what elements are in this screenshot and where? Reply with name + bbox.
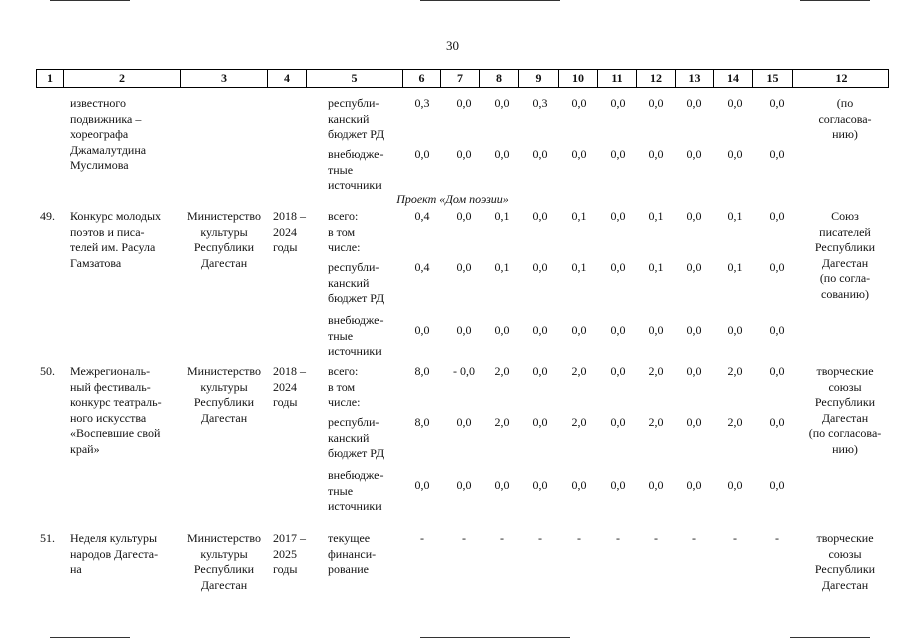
value-cell: 0,0: [610, 147, 626, 161]
value-cell: -: [654, 531, 658, 545]
project-name-line: подвижника –: [70, 111, 142, 126]
executor-line: Республики: [814, 562, 876, 576]
executor-line: творческие: [816, 531, 874, 545]
project-name-line: известного: [70, 96, 126, 110]
executor-line: согласова-: [818, 111, 872, 126]
column-header-7: 7: [441, 70, 480, 87]
column-header-8: 8: [480, 70, 519, 87]
value-cell: 0,1: [494, 260, 510, 274]
years-line: годы: [273, 240, 298, 254]
value-cell: -: [500, 531, 504, 545]
funding-source-label: всего:: [328, 209, 359, 223]
value-cell: -: [420, 531, 424, 545]
column-header-11: 11: [598, 70, 637, 87]
ministry-line: Дагестан: [200, 577, 248, 592]
funding-source-label: канский: [328, 430, 370, 445]
value-cell: 0,4: [414, 209, 430, 223]
value-cell: 0,1: [494, 209, 510, 223]
years-line: 2024: [273, 224, 297, 239]
value-cell: 8,0: [414, 415, 430, 429]
column-header-6: 6: [403, 70, 441, 87]
column-header-14: 14: [714, 70, 753, 87]
years-line: 2024: [273, 379, 297, 394]
value-cell: 0,0: [686, 415, 702, 429]
funding-source-label: канский: [328, 111, 370, 126]
value-cell: 0,0: [769, 478, 785, 492]
bottom-edge-line-left: [50, 637, 130, 638]
value-cell: 0,0: [571, 147, 587, 161]
value-cell: 0,0: [769, 323, 785, 337]
funding-source-label: внебюдже-: [328, 468, 384, 482]
value-cell: 0,0: [769, 96, 785, 110]
executor-line: творческие: [816, 364, 874, 378]
funding-source-label: бюджет РД: [328, 127, 385, 141]
value-cell: 0,0: [532, 323, 548, 337]
value-cell: 0,0: [610, 364, 626, 378]
executor-line: Дагестан: [821, 410, 869, 425]
project-name-line: народов Дагеста-: [70, 546, 159, 561]
table-header: [36, 69, 889, 88]
executor-line: Дагестан: [821, 577, 869, 592]
value-cell: - 0,0: [453, 364, 475, 378]
bottom-edge-line-mid: [420, 637, 570, 638]
value-cell: 0,0: [494, 96, 510, 110]
value-cell: 0,1: [571, 260, 587, 274]
page-number: 30: [446, 38, 459, 53]
value-cell: 0,0: [532, 260, 548, 274]
value-cell: 0,0: [727, 323, 743, 337]
value-cell: -: [775, 531, 779, 545]
funding-source-label: финанси-: [328, 546, 377, 561]
project-name-line: на: [70, 562, 82, 576]
project-name-line: Гамзатова: [70, 255, 122, 270]
years-line: годы: [273, 395, 298, 409]
funding-source-label: текущее: [328, 531, 371, 545]
value-cell: 0,0: [414, 323, 430, 337]
value-cell: 2,0: [727, 415, 743, 429]
executor-line: нию): [832, 441, 858, 456]
years-line: 2017 –: [273, 531, 306, 545]
bottom-edge-line-right: [790, 637, 870, 638]
project-name-line: ный фестиваль-: [70, 379, 151, 394]
value-cell: 0,0: [494, 147, 510, 161]
value-cell: 0,0: [532, 209, 548, 223]
funding-source-label: тные: [328, 162, 354, 177]
project-name-line: Джамалутдина: [70, 142, 147, 157]
value-cell: 2,0: [494, 415, 510, 429]
funding-source-label: источники: [328, 178, 382, 192]
value-cell: 0,0: [414, 478, 430, 492]
value-cell: 0,0: [769, 209, 785, 223]
ministry-line: культуры: [200, 224, 248, 239]
value-cell: 0,1: [727, 260, 743, 274]
executor-line: (по согла-: [819, 271, 871, 285]
funding-source-label: тные: [328, 328, 354, 343]
value-cell: 0,3: [414, 96, 430, 110]
ministry-line: культуры: [200, 379, 248, 394]
years-line: 2025: [273, 546, 297, 561]
project-name-line: край»: [70, 441, 100, 456]
funding-source-label: внебюдже-: [328, 313, 384, 327]
column-header-15: 15: [753, 70, 793, 87]
value-cell: -: [616, 531, 620, 545]
funding-source-label: рование: [328, 562, 370, 576]
value-cell: 0,0: [686, 364, 702, 378]
project-name-line: поэтов и писа-: [70, 224, 145, 239]
value-cell: 0,0: [571, 96, 587, 110]
value-cell: 0,0: [610, 209, 626, 223]
column-header-3: 3: [181, 70, 268, 87]
funding-source-label: числе:: [328, 240, 361, 254]
value-cell: 0,0: [456, 260, 472, 274]
value-cell: 0,0: [456, 147, 472, 161]
value-cell: 0,1: [648, 209, 664, 223]
ministry-line: Республики: [193, 562, 255, 576]
value-cell: 0,0: [456, 415, 472, 429]
value-cell: 0,0: [532, 147, 548, 161]
funding-source-label: в том: [328, 379, 356, 394]
executor-line: Республики: [814, 240, 876, 254]
value-cell: 0,0: [610, 478, 626, 492]
project-name-line: Неделя культуры: [70, 531, 158, 545]
value-cell: 0,0: [610, 96, 626, 110]
value-cell: 0,0: [571, 478, 587, 492]
value-cell: 0,4: [414, 260, 430, 274]
years-line: 2018 –: [273, 209, 306, 223]
ministry-line: Министерство: [187, 364, 261, 378]
value-cell: 0,0: [727, 478, 743, 492]
executor-line: писателей: [819, 224, 871, 239]
value-cell: 0,0: [494, 323, 510, 337]
funding-source-label: в том: [328, 224, 356, 239]
value-cell: 0,3: [532, 96, 548, 110]
project-name-line: «Воспевшие свой: [70, 426, 161, 440]
column-header-13: 13: [676, 70, 714, 87]
column-header-4: 4: [268, 70, 307, 87]
value-cell: 0,0: [686, 478, 702, 492]
value-cell: 0,0: [686, 209, 702, 223]
value-cell: 0,0: [414, 147, 430, 161]
value-cell: 0,0: [456, 478, 472, 492]
value-cell: 0,0: [610, 260, 626, 274]
column-header-16: 12: [835, 71, 848, 85]
column-header-10: 10: [559, 70, 598, 87]
value-cell: 0,0: [769, 147, 785, 161]
executor-line: (по согласова-: [808, 426, 882, 440]
value-cell: 0,0: [456, 96, 472, 110]
value-cell: 0,0: [648, 323, 664, 337]
value-cell: 0,0: [769, 364, 785, 378]
value-cell: 0,0: [727, 147, 743, 161]
funding-source-label: канский: [328, 275, 370, 290]
column-header-1: 1: [37, 70, 64, 87]
years-line: годы: [273, 562, 298, 576]
executor-line: союзы: [828, 546, 862, 561]
funding-source-label: источники: [328, 499, 382, 513]
value-cell: 0,0: [532, 478, 548, 492]
value-cell: 0,0: [610, 415, 626, 429]
ministry-line: культуры: [200, 546, 248, 561]
value-cell: 0,0: [648, 147, 664, 161]
value-cell: -: [577, 531, 581, 545]
value-cell: 0,1: [727, 209, 743, 223]
funding-source-label: бюджет РД: [328, 291, 385, 305]
value-cell: 0,1: [648, 260, 664, 274]
row-number: 49.: [40, 209, 55, 223]
funding-source-label: числе:: [328, 395, 361, 409]
funding-source-label: источники: [328, 344, 382, 358]
funding-source-label: республи-: [328, 260, 380, 274]
years-line: 2018 –: [273, 364, 306, 378]
value-cell: 2,0: [727, 364, 743, 378]
section-title: Проект «Дом поэзии»: [396, 192, 509, 206]
funding-source-label: республи-: [328, 415, 380, 429]
project-name-line: конкурс театраль-: [70, 395, 162, 409]
value-cell: 0,0: [648, 478, 664, 492]
value-cell: 0,0: [727, 96, 743, 110]
top-edge-line-right: [800, 0, 870, 1]
project-name-line: ного искусства: [70, 410, 147, 425]
project-name-line: Межрегиональ-: [70, 364, 151, 378]
ministry-line: Республики: [193, 240, 255, 254]
executor-line: Союз: [831, 209, 859, 223]
project-name-line: телей им. Расула: [70, 240, 156, 254]
value-cell: 2,0: [494, 364, 510, 378]
value-cell: 0,0: [532, 364, 548, 378]
executor-line: (по: [836, 96, 854, 110]
value-cell: 0,0: [532, 415, 548, 429]
executor-line: сованию): [821, 286, 869, 301]
value-cell: 2,0: [571, 415, 587, 429]
value-cell: -: [692, 531, 696, 545]
value-cell: 0,0: [456, 323, 472, 337]
ministry-line: Министерство: [187, 531, 261, 545]
value-cell: -: [538, 531, 542, 545]
column-header-9: 9: [519, 70, 559, 87]
value-cell: 0,0: [686, 147, 702, 161]
value-cell: -: [462, 531, 466, 545]
project-name-line: Конкурс молодых: [70, 209, 162, 223]
project-name-line: хореографа: [70, 127, 129, 141]
column-header-2: 2: [64, 70, 181, 87]
value-cell: -: [733, 531, 737, 545]
funding-source-label: бюджет РД: [328, 446, 385, 460]
value-cell: 0,0: [648, 96, 664, 110]
value-cell: 0,0: [686, 323, 702, 337]
value-cell: 0,0: [769, 260, 785, 274]
row-number: 50.: [40, 364, 55, 378]
value-cell: 0,0: [769, 415, 785, 429]
column-header-5: 5: [307, 70, 403, 87]
ministry-line: Республики: [193, 395, 255, 409]
value-cell: 2,0: [648, 415, 664, 429]
value-cell: 0,1: [571, 209, 587, 223]
ministry-line: Дагестан: [200, 410, 248, 425]
value-cell: 0,0: [686, 260, 702, 274]
ministry-line: Министерство: [187, 209, 261, 223]
value-cell: 0,0: [610, 323, 626, 337]
funding-source-label: внебюдже-: [328, 147, 384, 161]
value-cell: 0,0: [686, 96, 702, 110]
value-cell: 2,0: [571, 364, 587, 378]
value-cell: 8,0: [414, 364, 430, 378]
funding-source-label: тные: [328, 483, 354, 498]
value-cell: 0,0: [456, 209, 472, 223]
value-cell: 0,0: [494, 478, 510, 492]
value-cell: 2,0: [648, 364, 664, 378]
executor-line: нию): [832, 127, 858, 141]
funding-source-label: республи-: [328, 96, 380, 110]
funding-source-label: всего:: [328, 364, 359, 378]
project-name-line: Муслимова: [70, 158, 129, 172]
executor-line: Республики: [814, 395, 876, 409]
row-number: 51.: [40, 531, 55, 545]
column-header-12: 12: [637, 70, 676, 87]
top-edge-line-mid: [420, 0, 560, 1]
value-cell: 0,0: [571, 323, 587, 337]
top-edge-line-left: [50, 0, 130, 1]
executor-line: союзы: [828, 379, 862, 394]
executor-line: Дагестан: [821, 255, 869, 270]
ministry-line: Дагестан: [200, 255, 248, 270]
